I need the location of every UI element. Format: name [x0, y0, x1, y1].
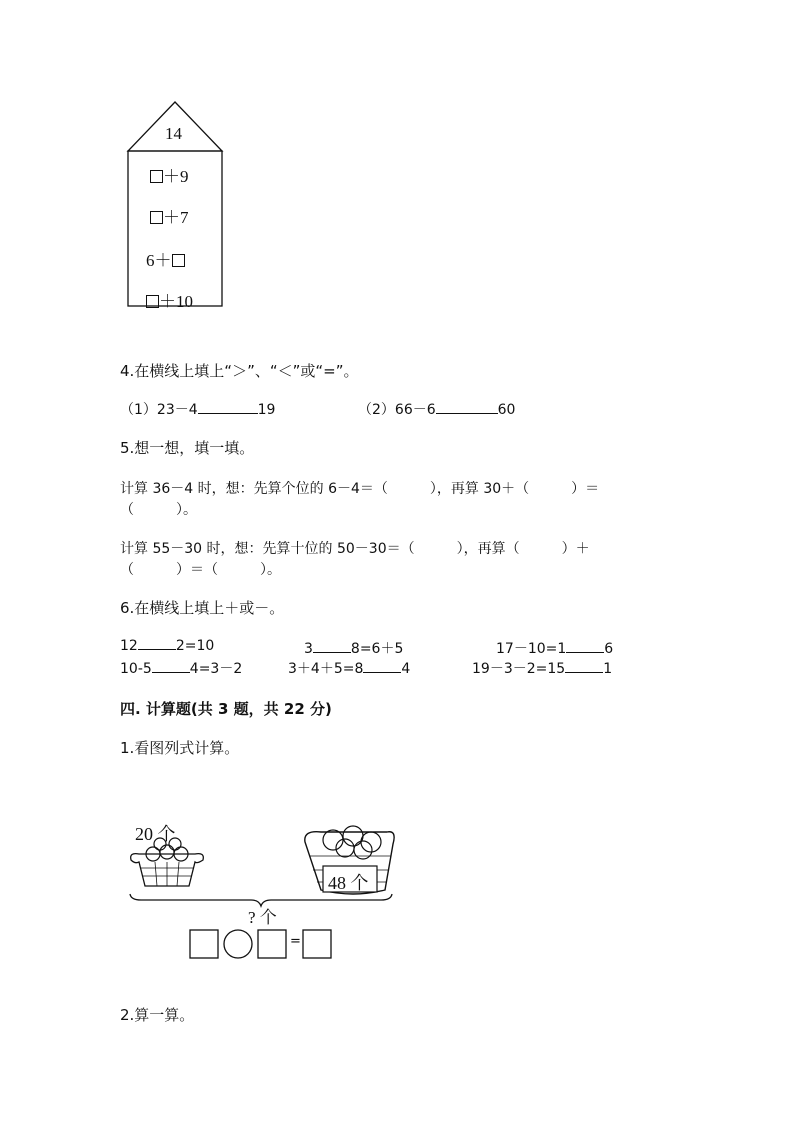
q4-item-1: （1）23－4 19 [120, 402, 276, 418]
total-label: ? 个 [248, 908, 277, 927]
q6-row1-item2: 3 8=6＋5 [304, 641, 404, 657]
answer-blank[interactable] [138, 648, 176, 650]
answer-blank[interactable] [363, 671, 401, 673]
answer-box[interactable] [150, 170, 163, 183]
answer-box [190, 930, 218, 958]
q6-row2-item2: 3＋4＋5=8 4 [288, 661, 411, 677]
house-row-3: 6＋ [146, 246, 185, 271]
answer-box [258, 930, 286, 958]
left-basket-label: 20 个 [135, 824, 176, 844]
answer-blank[interactable] [565, 671, 603, 673]
calc1-title: 1.看图列式计算。 [120, 739, 240, 757]
q6-row2-item1: 10-5 4=3－2 [120, 661, 243, 677]
answer-box[interactable] [150, 211, 163, 224]
answer-blank[interactable] [566, 651, 604, 653]
q6-title: 6.在横线上填上＋或－。 [120, 599, 285, 617]
answer-blank[interactable] [313, 651, 351, 653]
answer-blank[interactable] [198, 412, 258, 414]
q6-row1-item3: 17－10=1 6 [496, 641, 614, 657]
q5-p1-line2: （ ）。 [120, 502, 197, 518]
operator-circle [224, 930, 252, 958]
q5-p1-line1: 计算 36－4 时，想：先算个位的 6－4＝（ ），再算 30＋（ ）＝ [120, 481, 600, 497]
house-row-1: ＋9 [150, 162, 189, 187]
calc2-title: 2.算一算。 [120, 1006, 195, 1024]
answer-box[interactable] [146, 295, 159, 308]
q6-row1-item1: 12 2=10 [120, 638, 215, 654]
section-title: 四. 计算题(共 3 题，共 22 分) [120, 700, 332, 718]
answer-blank[interactable] [436, 412, 498, 414]
house-row-4: ＋10 [146, 287, 193, 312]
q5-title: 5.想一想，填一填。 [120, 439, 255, 457]
answer-box [303, 930, 331, 958]
q4-item-2: （2）66－6 60 [358, 402, 516, 418]
equals-sign: = [290, 934, 301, 949]
house-roof-number: 14 [165, 124, 182, 143]
q4-title: 4.在横线上填上“＞”、“＜”或“=”。 [120, 362, 359, 380]
answer-box[interactable] [172, 254, 185, 267]
q5-p2-line2: （ ）＝（ ）。 [120, 562, 281, 578]
answer-blank[interactable] [152, 671, 190, 673]
q6-row2-item3: 19－3－2=15 1 [472, 661, 613, 677]
q5-p2-line1: 计算 55－30 时，想：先算十位的 50－30＝（ ），再算（ ）＋ [120, 541, 590, 557]
house-row-2: ＋7 [150, 203, 189, 228]
right-basket-label: 48 个 [328, 873, 369, 893]
